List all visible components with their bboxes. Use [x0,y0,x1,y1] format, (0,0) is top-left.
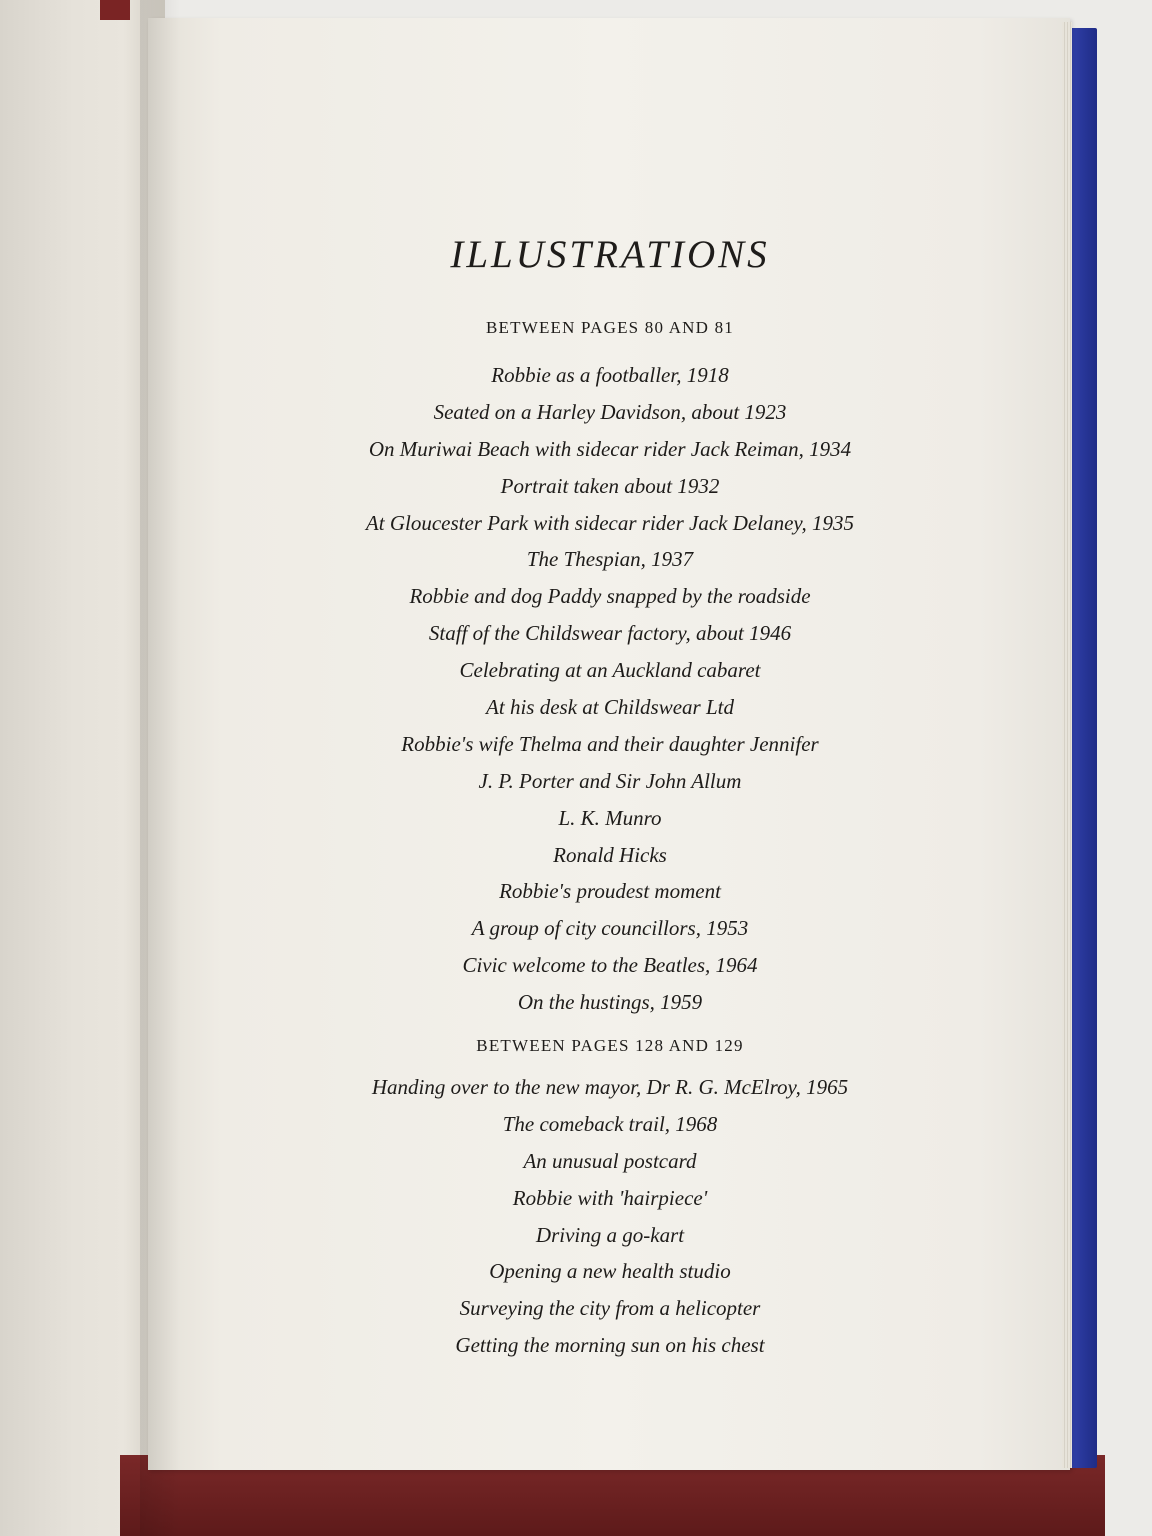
list-item: J. P. Porter and Sir John Allum [478,768,742,793]
list-item: Civic welcome to the Beatles, 1964 [462,953,758,978]
list-item: Celebrating at an Auckland cabaret [459,658,761,683]
list-item: Robbie as a footballer, 1918 [491,363,729,387]
list-item: An unusual postcard [523,1148,697,1173]
illustration-list [160,1069,1060,1364]
list-item: Surveying the city from a helicopter [459,1296,761,1321]
list-item: Driving a go-kart [535,1222,685,1247]
list-item: A group of city councillors, 1953 [471,916,749,941]
list-item: Getting the morning sun on his chest [455,1333,765,1358]
section-heading: BETWEEN PAGES 80 AND 81 [486,318,734,337]
list-item: The Thespian, 1937 [526,547,694,572]
list-item: The comeback trail, 1968 [502,1111,718,1136]
list-item: Robbie's proudest moment [499,879,721,904]
list-item: Opening a new health studio [489,1259,731,1284]
cover-edge-red [100,0,130,20]
list-item: Robbie and dog Paddy snapped by the roadside [409,584,811,609]
illustration-list [160,357,1060,1021]
list-item: Robbie with 'hairpiece' [512,1185,708,1210]
list-item: On Muriwai Beach with sidecar rider Jack Reiman, 1934 [368,436,852,461]
section-heading: BETWEEN PAGES 128 AND 129 [476,1036,744,1055]
list-item: Ronald Hicks [553,842,667,867]
list-item: Robbie's wife Thelma and their daughter Jennifer [401,731,819,756]
list-item: L. K. Munro [558,805,662,830]
list-item: Staff of the Childswear factory, about 1946 [428,621,792,646]
list-item: On the hustings, 1959 [517,990,703,1015]
page-title: ILLUSTRATIONS [450,233,770,276]
list-item: At Gloucester Park with sidecar rider Jack Delaney, 1935 [365,510,855,535]
list-item: Handing over to the new mayor, Dr R. G. McElroy, 1965 [371,1075,849,1099]
list-item: Portrait taken about 1932 [500,473,720,498]
list-item: At his desk at Childswear Ltd [486,695,734,720]
page-edges [1062,22,1072,1468]
illustrations-page [160,0,1060,1450]
list-item: Seated on a Harley Davidson, about 1923 [433,399,787,424]
